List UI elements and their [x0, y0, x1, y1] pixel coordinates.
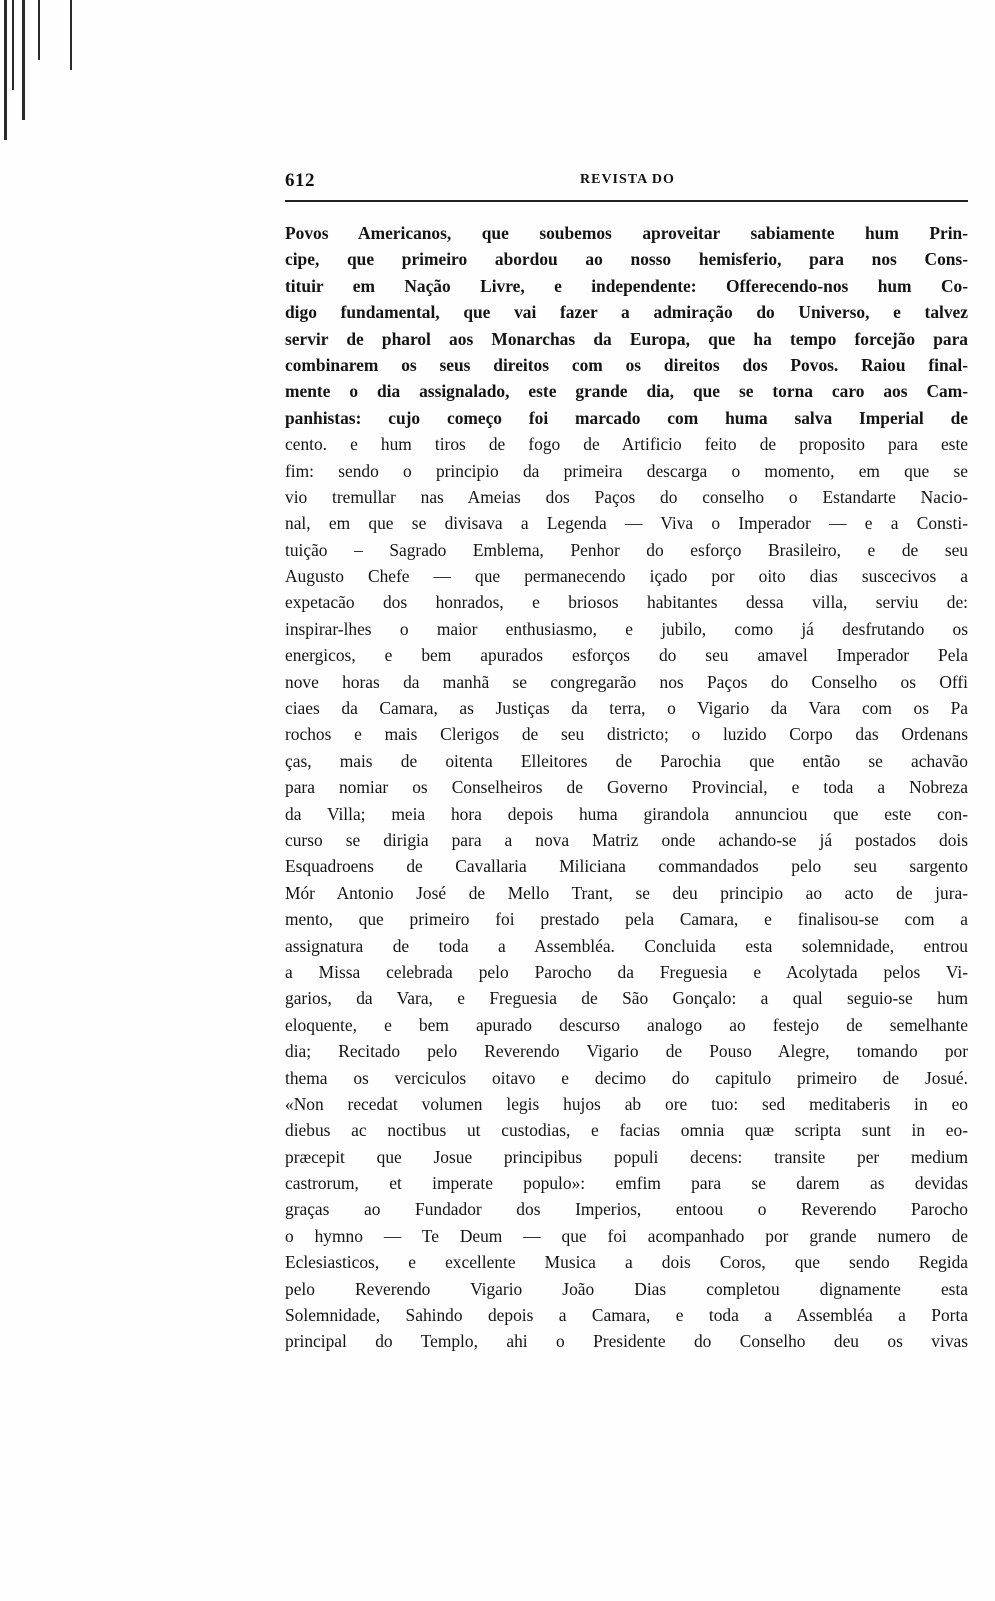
text-line: energicos, e bem apurados esforços do seu amavel Imperador Pela — [285, 645, 968, 666]
text-line: Augusto Chefe — que permanecendo içado por oito dias suscecivos a — [285, 566, 968, 587]
text-line: ciaes da Camara, as Justiças da terra, o Vigario da Vara com os Pa — [285, 698, 968, 719]
text-line: «Non recedat volumen legis hujos ab ore tuo: sed meditaberis in eo — [285, 1093, 968, 1114]
text-line: cento. e hum tiros de fogo de Artificio feito de proposito para este — [285, 434, 968, 455]
text-line: a Missa celebrada pelo Parocho da Freguesia e Acolytada pelos Vi- — [285, 961, 968, 982]
text-line: Eclesiasticos, e excellente Musica a dois Coros, que sendo Regida — [285, 1252, 968, 1273]
text-line: diebus ac noctibus ut custodias, e facias omnia quæ scripta sunt in eo- — [285, 1120, 968, 1141]
body-text — [285, 220, 968, 1355]
text-line: nal, em que se divisava a Legenda — Viva o Imperador — e a Consti- — [285, 513, 968, 534]
header-rule — [285, 200, 968, 202]
text-line: Esquadroens de Cavallaria Miliciana commandados pelo seu sargento — [285, 856, 968, 877]
text-line: tituir em Nação Livre, e independente: Offerecendo-nos hum Co- — [285, 275, 968, 296]
running-head: REVISTA DO — [580, 172, 675, 187]
text-line: rochos e mais Clerigos de seu districto; o luzido Corpo das Ordenans — [285, 724, 968, 745]
text-line: præcepit que Josue principibus populi decens: transite per medium — [285, 1146, 968, 1167]
text-line: mente o dia assignalado, este grande dia, que se torna caro aos Cam- — [285, 381, 968, 402]
text-line: assignatura de toda a Assembléa. Concluida esta solemnidade, entrou — [285, 935, 968, 956]
text-line: o hymno — Te Deum — que foi acompanhado por grande numero de — [285, 1225, 968, 1246]
text-line: cipe, que primeiro abordou ao nosso hemisferio, para nos Cons- — [285, 249, 968, 270]
scan-edge-mark — [12, 0, 14, 90]
text-line: ças, mais de oitenta Elleitores de Parochia que então se achavão — [285, 750, 968, 771]
text-line: pelo Reverendo Vigario João Dias completou dignamente esta — [285, 1278, 968, 1299]
text-line: fim: sendo o principio da primeira descarga o momento, em que se — [285, 460, 968, 481]
scan-edge-mark — [70, 0, 72, 70]
text-line: Povos Americanos, que soubemos aproveitar sabiamente hum Prin- — [285, 223, 968, 243]
text-line: panhistas: cujo começo foi marcado com huma salva Imperial de — [285, 407, 968, 428]
text-line: mento, que primeiro foi prestado pela Camara, e finalisou-se com a — [285, 909, 968, 930]
text-line: servir de pharol aos Monarchas da Europa, que ha tempo forcejão para — [285, 328, 968, 349]
text-line: vio tremullar nas Ameias dos Paços do conselho o Estandarte Nacio- — [285, 486, 968, 507]
text-line: da Villa; meia hora depois huma girandola annunciou que este con- — [285, 803, 968, 824]
page-number: 612 — [285, 170, 315, 191]
scan-edge-mark — [4, 0, 7, 140]
text-line: eloquente, e bem apurado descurso analogo ao festejo de semelhante — [285, 1014, 968, 1035]
text-line: garios, da Vara, e Freguesia de São Gonçalo: a qual seguio-se hum — [285, 988, 968, 1009]
text-line: combinarem os seus direitos com os direitos dos Povos. Raiou final- — [285, 354, 968, 375]
text-line: para nomiar os Conselheiros de Governo Provincial, e toda a Nobreza — [285, 777, 968, 798]
text-line: Solemnidade, Sahindo depois a Camara, e toda a Assembléa a Porta — [285, 1305, 968, 1326]
page-header — [285, 170, 968, 200]
text-line: digo fundamental, que vai fazer a admiração do Universo, e talvez — [285, 302, 968, 323]
text-line: dia; Recitado pelo Reverendo Vigario de Pouso Alegre, tomando por — [285, 1041, 968, 1062]
text-line: inspirar-lhes o maior enthusiasmo, e jubilo, como já desfrutando os — [285, 618, 968, 639]
text-line: principal do Templo, ahi o Presidente do Conselho deu os vivas — [285, 1331, 968, 1352]
text-line: tuição – Sagrado Emblema, Penhor do esforço Brasileiro, e de seu — [285, 539, 968, 560]
text-line: curso se dirigia para a nova Matriz onde achando-se já postados dois — [285, 829, 968, 850]
text-line: thema os verciculos oitavo e decimo do capitulo primeiro de Josué. — [285, 1067, 968, 1088]
text-line: Mór Antonio José de Mello Trant, se deu principio ao acto de jura- — [285, 882, 968, 903]
scan-edge-mark — [38, 0, 40, 60]
scan-edge-mark — [22, 0, 25, 120]
text-line: nove horas da manhã se congregarão nos Paços do Conselho os Offi — [285, 671, 968, 692]
text-line: castrorum, et imperate populo»: emfim para se darem as devidas — [285, 1173, 968, 1194]
text-line: expetacão dos honrados, e briosos habitantes dessa villa, serviu de: — [285, 592, 968, 613]
text-line: graças ao Fundador dos Imperios, entoou o Reverendo Parocho — [285, 1199, 968, 1220]
